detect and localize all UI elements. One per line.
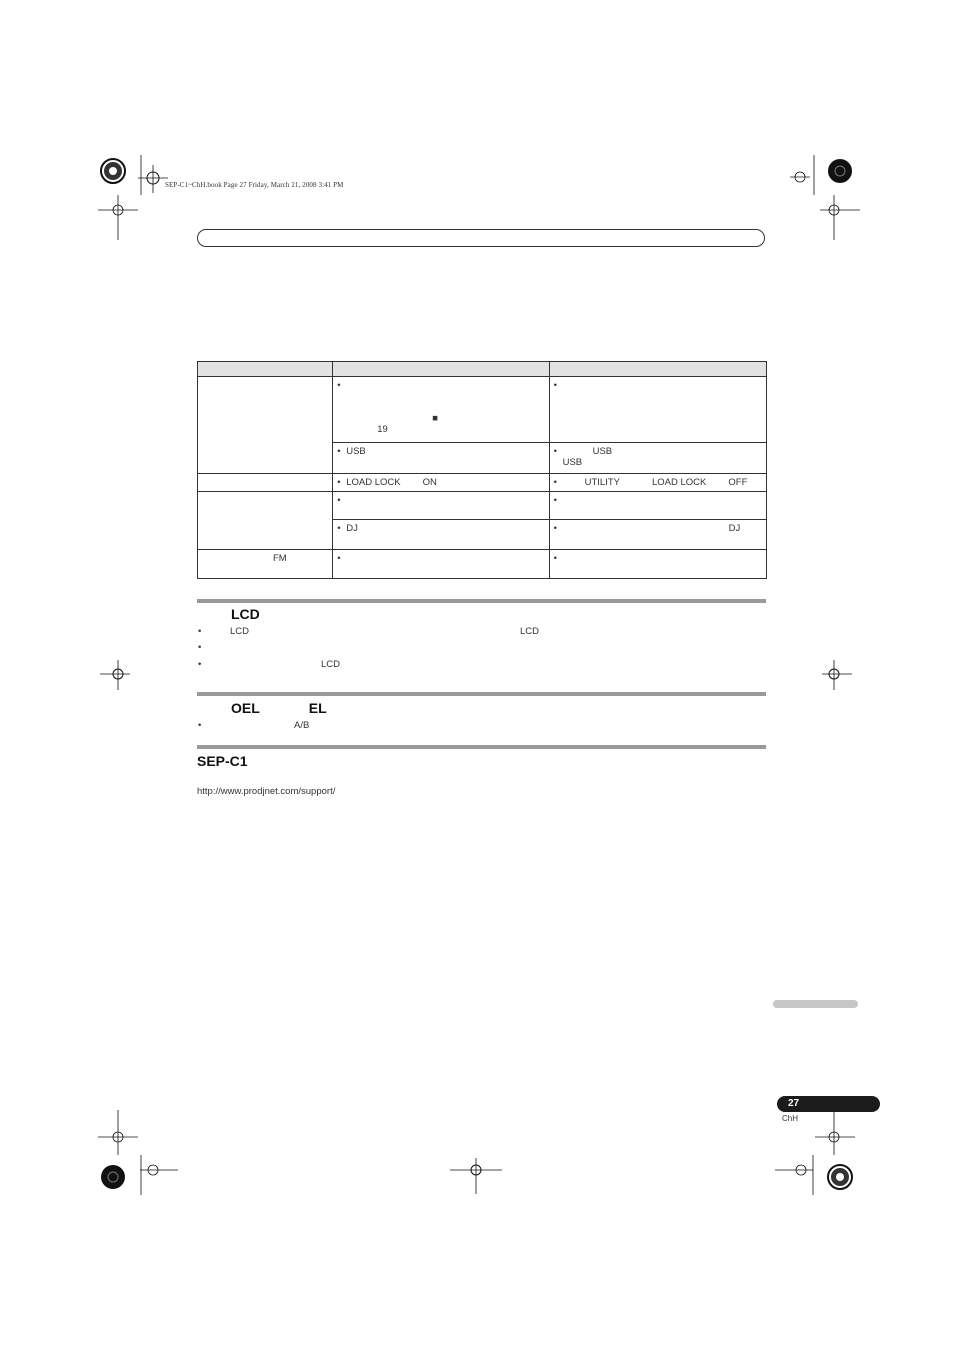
bullet: • xyxy=(553,380,557,391)
crosshair-right-middle xyxy=(822,660,852,690)
section-title-oel: OEL EL xyxy=(231,700,327,716)
stop-square-icon: ■ xyxy=(432,413,438,424)
list-item: • xyxy=(198,642,202,653)
cause-cell xyxy=(333,377,549,443)
book-info-header: SEP-C1~ChH.book Page 27 Friday, March 21, 2008 3:41 PM xyxy=(165,181,344,189)
symptom-cell xyxy=(198,377,333,474)
table-row xyxy=(198,550,767,579)
header-remedy xyxy=(549,362,766,377)
remedy-cell xyxy=(549,377,766,443)
bullet: • xyxy=(337,380,341,391)
registration-mark-top-right xyxy=(790,155,860,240)
page-language-label: ChH xyxy=(782,1114,799,1123)
symptom-cell xyxy=(198,492,333,550)
remedy-cell: • DJ xyxy=(549,520,766,550)
symptom-cell: FM xyxy=(198,550,333,579)
table-row xyxy=(198,474,767,492)
section-rule-sepc1 xyxy=(197,745,766,749)
table-row xyxy=(198,377,767,443)
cause-cell: • xyxy=(333,550,549,579)
remedy-cell: • UTILITY LOAD LOCK OFF xyxy=(549,474,766,492)
cause-cell: • USB xyxy=(333,443,549,474)
section-rule-lcd xyxy=(197,599,766,603)
section-title-sepc1: SEP-C1 xyxy=(197,753,248,769)
header-cause xyxy=(333,362,549,377)
list-item: • LCD xyxy=(198,659,341,670)
cause-cell: • LOAD LOCK ON xyxy=(333,474,549,492)
section-rule-oel xyxy=(197,692,766,696)
section-title-lcd: LCD xyxy=(231,606,260,622)
cause-cell: • DJ xyxy=(333,520,549,550)
page-number-badge: 27 xyxy=(777,1096,880,1112)
table-header-row xyxy=(198,362,767,377)
cause-cell: • xyxy=(333,492,549,520)
symptom-cell xyxy=(198,474,333,492)
troubleshooting-table xyxy=(197,361,767,579)
support-url-link[interactable]: http://www.prodjnet.com/support/ xyxy=(197,786,336,797)
chapter-title-bar xyxy=(197,229,765,247)
crosshair-bottom-center xyxy=(450,1158,502,1194)
page-ref: 19 xyxy=(377,424,388,435)
crosshair-top-left xyxy=(138,165,168,195)
crosshair-left-middle xyxy=(100,660,130,690)
list-item: • LCD LCD xyxy=(198,626,540,637)
remedy-cell: • xyxy=(549,492,766,520)
registration-mark-bottom-left xyxy=(98,1110,178,1195)
remedy-cell: • USB USB xyxy=(549,443,766,474)
header-symptom xyxy=(198,362,333,377)
table-row xyxy=(198,492,767,520)
list-item: • A/B xyxy=(198,720,310,731)
remedy-cell: • xyxy=(549,550,766,579)
chapter-side-tab xyxy=(773,1000,858,1008)
